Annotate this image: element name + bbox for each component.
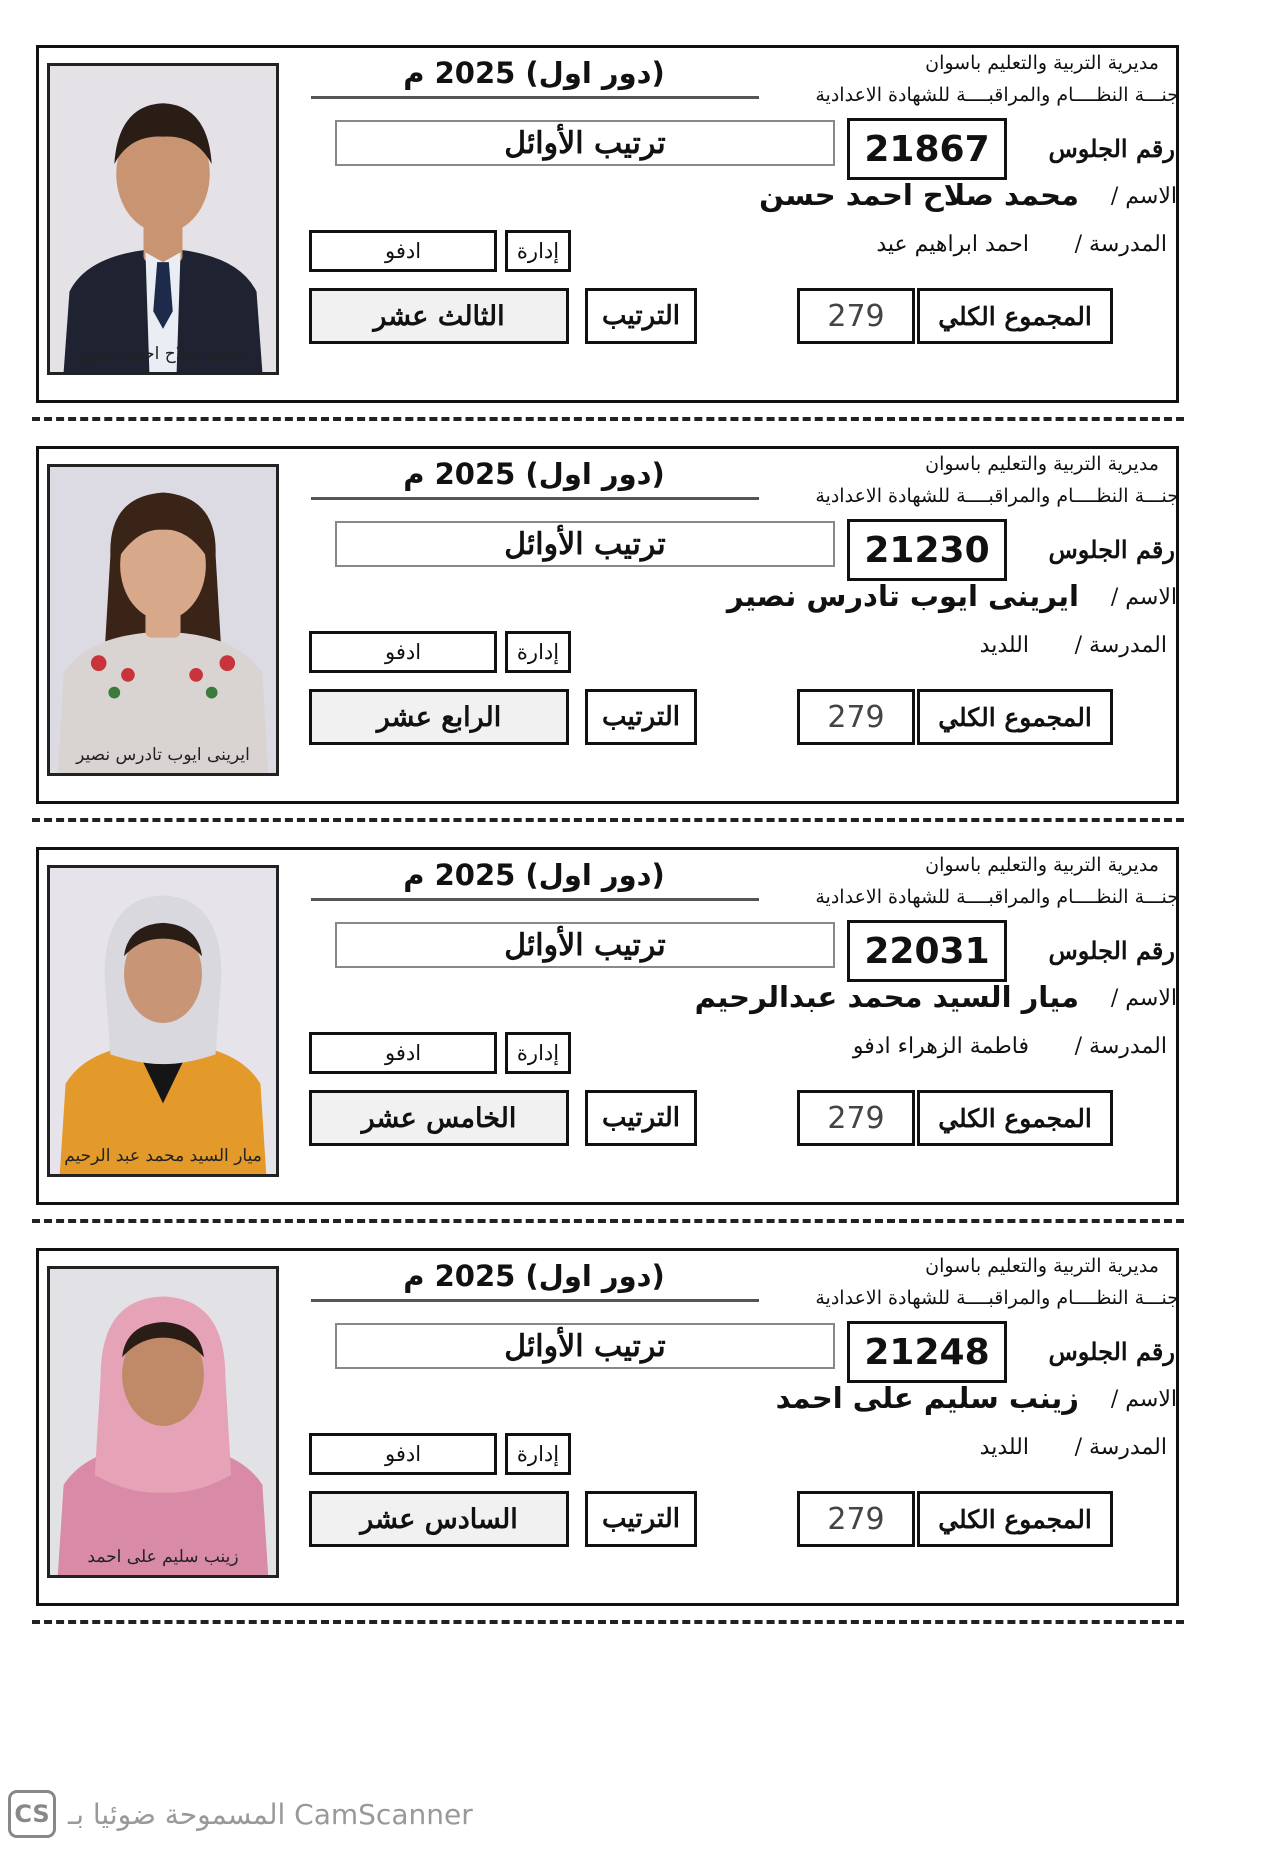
seat-number: 22031 [847,920,1007,982]
student-card [36,1248,1179,1606]
ranking-title: ترتيب الأوائل [335,521,835,567]
dashed-separator [32,417,1184,421]
seat-number-label: رقم الجلوس [1048,535,1175,564]
header-rule [311,497,759,500]
rank-label: الترتيب [585,1090,697,1146]
seat-number: 21248 [847,1321,1007,1383]
photo-caption: ميار السيد محمد عبد الرحيم [64,1146,262,1166]
school-label: المدرسة / [1074,1435,1167,1460]
student-card [36,446,1179,804]
student-photo [47,1266,279,1578]
administration-name: ادفو [309,1032,497,1074]
camscanner-logo-icon: CS [8,1790,56,1838]
administration-label: إدارة [505,230,571,272]
rank-value: الثالث عشر [309,288,569,344]
exam-session: (دور اول) 2025 م [403,858,665,892]
seat-number-label: رقم الجلوس [1048,134,1175,163]
total-score: 279 [797,288,915,344]
total-score: 279 [797,1491,915,1547]
school-name: اللديد [979,1435,1029,1460]
student-portrait [50,467,276,773]
student-name: محمد صلاح احمد حسن [759,178,1079,212]
committee-label: جنـــة النظــــام والمراقبــــة للشهادة الاعدادية [815,84,1179,106]
student-card [36,45,1179,403]
committee-label: جنـــة النظــــام والمراقبــــة للشهادة الاعدادية [815,1287,1179,1309]
name-label: الاسم / [1110,585,1177,610]
committee-label: جنـــة النظــــام والمراقبــــة للشهادة الاعدادية [815,886,1179,908]
total-score-label: المجموع الكلي [917,288,1113,344]
name-label: الاسم / [1110,1387,1177,1412]
school-name: فاطمة الزهراء ادفو [852,1034,1029,1059]
name-label: الاسم / [1110,986,1177,1011]
committee-label: جنـــة النظــــام والمراقبــــة للشهادة الاعدادية [815,485,1179,507]
seat-number-label: رقم الجلوس [1048,1337,1175,1366]
photo-caption: محمد صلاح احمد حسن [81,344,245,364]
directorate-label: مديرية التربية والتعليم باسوان [925,52,1159,74]
total-score: 279 [797,1090,915,1146]
rank-value: الرابع عشر [309,689,569,745]
scanner-watermark [8,1788,508,1840]
total-score-label: المجموع الكلي [917,1090,1113,1146]
student-photo [47,865,279,1177]
rank-value: السادس عشر [309,1491,569,1547]
header-rule [311,898,759,901]
administration-label: إدارة [505,1433,571,1475]
ranking-title: ترتيب الأوائل [335,120,835,166]
administration-name: ادفو [309,1433,497,1475]
header-rule [311,1299,759,1302]
administration-label: إدارة [505,631,571,673]
administration-label: إدارة [505,1032,571,1074]
total-score-label: المجموع الكلي [917,1491,1113,1547]
ranking-title: ترتيب الأوائل [335,1323,835,1369]
rank-value: الخامس عشر [309,1090,569,1146]
school-label: المدرسة / [1074,232,1167,257]
student-portrait [50,66,276,372]
exam-session: (دور اول) 2025 م [403,1259,665,1293]
rank-label: الترتيب [585,288,697,344]
school-label: المدرسة / [1074,1034,1167,1059]
total-score: 279 [797,689,915,745]
seat-number-label: رقم الجلوس [1048,936,1175,965]
school-label: المدرسة / [1074,633,1167,658]
dashed-separator [32,818,1184,822]
directorate-label: مديرية التربية والتعليم باسوان [925,453,1159,475]
administration-name: ادفو [309,631,497,673]
directorate-label: مديرية التربية والتعليم باسوان [925,1255,1159,1277]
administration-name: ادفو [309,230,497,272]
photo-caption: ايرينى ايوب تادرس نصير [76,745,250,765]
student-name: ميار السيد محمد عبدالرحيم [694,980,1079,1014]
total-score-label: المجموع الكلي [917,689,1113,745]
photo-caption: زينب سليم على احمد [87,1547,239,1567]
student-photo [47,464,279,776]
student-card [36,847,1179,1205]
student-portrait [50,1269,276,1575]
dashed-separator [32,1620,1184,1624]
exam-session: (دور اول) 2025 م [403,457,665,491]
school-name: احمد ابراهيم عيد [876,232,1029,257]
seat-number: 21867 [847,118,1007,180]
header-rule [311,96,759,99]
student-photo [47,63,279,375]
ranking-title: ترتيب الأوائل [335,922,835,968]
name-label: الاسم / [1110,184,1177,209]
student-name: ايرينى ايوب تادرس نصير [726,579,1079,613]
dashed-separator [32,1219,1184,1223]
exam-session: (دور اول) 2025 م [403,56,665,90]
rank-label: الترتيب [585,689,697,745]
rank-label: الترتيب [585,1491,697,1547]
scanner-text: CamScanner المسموحة ضوئيا بـ [68,1797,473,1831]
seat-number: 21230 [847,519,1007,581]
student-name: زينب سليم على احمد [775,1381,1079,1415]
directorate-label: مديرية التربية والتعليم باسوان [925,854,1159,876]
student-portrait [50,868,276,1174]
school-name: اللديد [979,633,1029,658]
